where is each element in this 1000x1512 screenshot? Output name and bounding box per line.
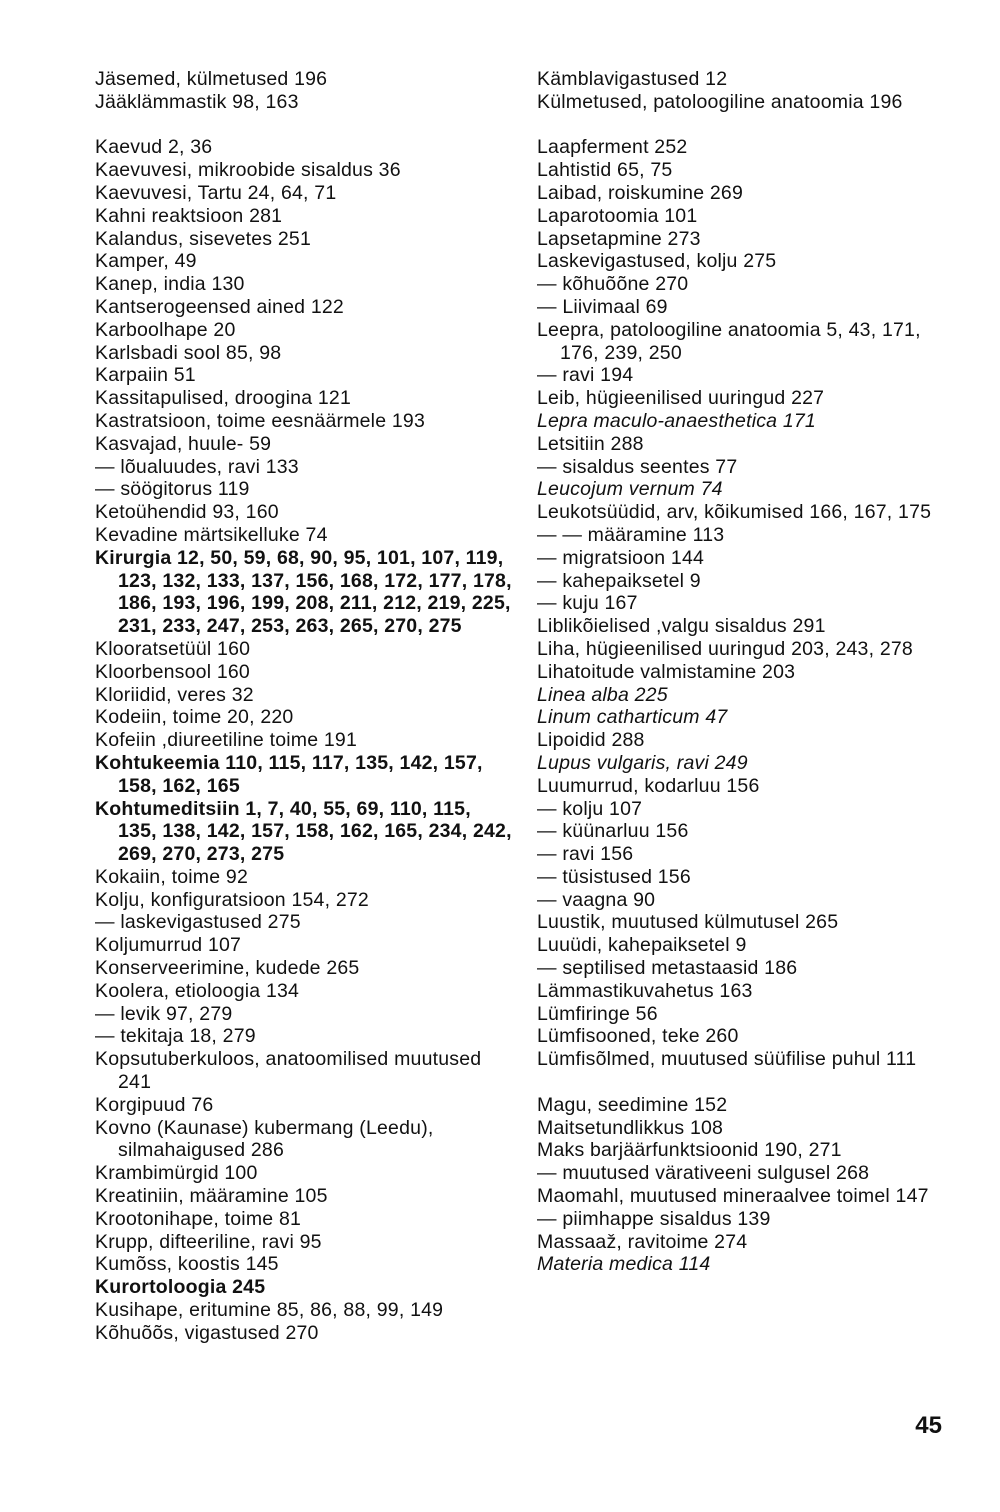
index-entry: Maitsetundlikkus 108: [537, 1116, 724, 1139]
index-entry: — piimhappe sisaldus 139: [537, 1207, 771, 1230]
index-entry: Kloriidid, veres 32: [95, 683, 254, 706]
index-entry: Leepra, patoloogiline anatoomia 5, 43, 171, 176, 239, 250: [537, 318, 921, 364]
index-entry: Koolera, etioloogia 134: [95, 979, 300, 1002]
index-entry: — migratsioon 144: [537, 546, 705, 569]
index-entry: Luumurrud, kodarluu 156: [537, 774, 760, 797]
index-entry: Kodeiin, toime 20, 220: [95, 706, 294, 729]
index-entry: Ketoühendid 93, 160: [95, 501, 279, 524]
index-entry: Kusihape, eritumine 85, 86, 88, 99, 149: [95, 1299, 444, 1322]
index-entry: Kohtukeemia 110, 115, 117, 135, 142, 157, 158, 162, 165: [95, 751, 483, 797]
index-entry: Kaevud 2, 36: [95, 136, 213, 159]
index-entry: Leukotsüüdid, arv, kõikumised 166, 167, 175: [537, 501, 932, 524]
index-entry: Lümfisooned, teke 260: [537, 1025, 739, 1048]
index-entry: Linum catharticum 47: [537, 706, 728, 729]
index-entry: Jääklämmastik 98, 163: [95, 90, 299, 113]
index-entry: Kahni reaktsioon 281: [95, 204, 283, 227]
index-entry: — laskevigastused 275: [95, 911, 301, 934]
index-entry: Kumõss, koostis 145: [95, 1253, 279, 1276]
index-entry: — kõhuõõne 270: [537, 273, 689, 296]
index-entry: Lipoidid 288: [537, 729, 645, 752]
index-entry: — söögitorus 119: [95, 478, 250, 501]
page-number: 45: [915, 1412, 942, 1439]
index-entry: Leib, hügieenilised uuringud 227: [537, 387, 825, 410]
index-entry: Letsitiin 288: [537, 432, 644, 455]
index-entry: Karboolhape 20: [95, 318, 236, 341]
index-entry: — tekitaja 18, 279: [95, 1025, 256, 1048]
index-entry: — tüsistused 156: [537, 865, 691, 888]
index-entry: Krootonihape, toime 81: [95, 1207, 302, 1230]
index-entry: Krupp, difteeriline, ravi 95: [95, 1230, 322, 1253]
index-entry: Liblikõielised ,valgu sisaldus 291: [537, 615, 826, 638]
index-entry: Massaaž, ravitoime 274: [537, 1230, 748, 1253]
index-entry: Lupus vulgaris, ravi 249: [537, 751, 748, 774]
index-column-left: [95, 68, 515, 1345]
index-entry: Lümfisõlmed, muutused süüfilise puhul 111: [537, 1048, 917, 1071]
index-entry: Maks barjäärfunktsioonid 190, 271: [537, 1139, 842, 1162]
index-entry: Magu, seedimine 152: [537, 1093, 728, 1116]
index-entry: — sisaldus seentes 77: [537, 455, 738, 478]
index-entry: Kokaiin, toime 92: [95, 865, 248, 888]
index-entry: Konserveerimine, kudede 265: [95, 957, 360, 980]
index-entry: — muutused värativeeni sulgusel 268: [537, 1162, 870, 1185]
index-entry: Materia medica 114: [537, 1253, 711, 1276]
index-entry: Karpaiin 51: [95, 364, 196, 387]
index-entry: Lapsetapmine 273: [537, 227, 701, 250]
index-entry: Kloorbensool 160: [95, 660, 250, 683]
index-entry: Lihatoitude valmistamine 203: [537, 660, 796, 683]
index-entry: Leucojum vernum 74: [537, 478, 723, 501]
index-entry: Luustik, muutused külmutusel 265: [537, 911, 839, 934]
index-entry: Kasvajad, huule- 59: [95, 432, 272, 455]
index-entry: Kevadine märtsikelluke 74: [95, 523, 328, 546]
index-entry: Kantserogeensed ained 122: [95, 295, 344, 318]
index-entry: Linea alba 225: [537, 683, 668, 706]
index-entry: Laapferment 252: [537, 136, 688, 159]
index-entry: Lämmastikuvahetus 163: [537, 979, 753, 1002]
index-entry: Krambimürgid 100: [95, 1162, 258, 1185]
index-entry: Kurortoloogia 245: [95, 1276, 266, 1299]
index-entry: Korgipuud 76: [95, 1093, 214, 1116]
index-entry: — levik 97, 279: [95, 1002, 233, 1025]
index-entry: — kahepaiksetel 9: [537, 569, 701, 592]
index-entry: — ravi 194: [537, 364, 634, 387]
index-entry: Kämblavigastused 12: [537, 68, 728, 90]
index-entry: Kirurgia 12, 50, 59, 68, 90, 95, 101, 107, 119, 123, 132, 133, 137, 156, 168, 172, 177, 178, 186, 193, 196, 199, 208, 211, 212, 219, 225, 231, 233, 247, 253, 263, 265, 270, 275: [95, 546, 512, 638]
index-entry: Kreatiniin, määramine 105: [95, 1185, 328, 1208]
index-entry: Lepra maculo-anaesthetica 171: [537, 409, 816, 432]
index-column-right: [537, 68, 957, 1276]
index-entry: Karlsbadi sool 85, 98: [95, 341, 282, 364]
index-entry: Kopsutuberkuloos, anatoomilised muutused 241: [95, 1048, 482, 1094]
index-entry: Lahtistid 65, 75: [537, 159, 673, 182]
index-entry: Kolju, konfiguratsioon 154, 272: [95, 888, 369, 911]
index-entry: Liha, hügieenilised uuringud 203, 243, 278: [537, 637, 913, 660]
index-entry: — septilised metastaasid 186: [537, 957, 798, 980]
index-entry: — ravi 156: [537, 843, 634, 866]
index-entry: — — määramine 113: [537, 523, 725, 546]
index-entry: Kassitapulised, droogina 121: [95, 387, 352, 410]
index-entry: — kuju 167: [537, 592, 638, 615]
index-entry: Külmetused, patoloogiline anatoomia 196: [537, 90, 903, 113]
index-entry: — Liivimaal 69: [537, 295, 668, 318]
index-entry: Luuüdi, kahepaiksetel 9: [537, 934, 747, 957]
index-entry: Kanep, india 130: [95, 273, 245, 296]
index-entry: Kohtumeditsiin 1, 7, 40, 55, 69, 110, 115, 135, 138, 142, 157, 158, 162, 165, 234, 242, 269, 270, 273, 275: [95, 797, 512, 866]
index-entry: — kolju 107: [537, 797, 643, 820]
index-entry: Maomahl, muutused mineraalvee toimel 147: [537, 1185, 929, 1208]
index-entry: Kõhuõõs, vigastused 270: [95, 1321, 319, 1344]
index-entry: Laibad, roiskumine 269: [537, 181, 744, 204]
index-entry: — vaagna 90: [537, 888, 656, 911]
index-entry: Kamper, 49: [95, 250, 197, 273]
index-entry: Koljumurrud 107: [95, 934, 242, 957]
index-entry: Jäsemed, külmetused 196: [95, 68, 328, 90]
index-entry: — küünarluu 156: [537, 820, 689, 843]
index-entry: Kastratsioon, toime eesnäärmele 193: [95, 409, 426, 432]
index-entry: Lümfiringe 56: [537, 1002, 658, 1025]
index-entry: Kofeiin ,diureetiline toime 191: [95, 729, 358, 752]
index-entry: Klooratsetüül 160: [95, 637, 251, 660]
index-entry: Kaevuvesi, Tartu 24, 64, 71: [95, 181, 337, 204]
index-entry: Kovno (Kaunase) kubermang (Leedu), silmahaigused 286: [95, 1116, 434, 1162]
index-entry: Laparotoomia 101: [537, 204, 698, 227]
index-entry: — lõualuudes, ravi 133: [95, 455, 299, 478]
index-entry: Kalandus, sisevetes 251: [95, 227, 311, 250]
index-entry: Kaevuvesi, mikroobide sisaldus 36: [95, 159, 401, 182]
index-entry: Laskevigastused, kolju 275: [537, 250, 777, 273]
